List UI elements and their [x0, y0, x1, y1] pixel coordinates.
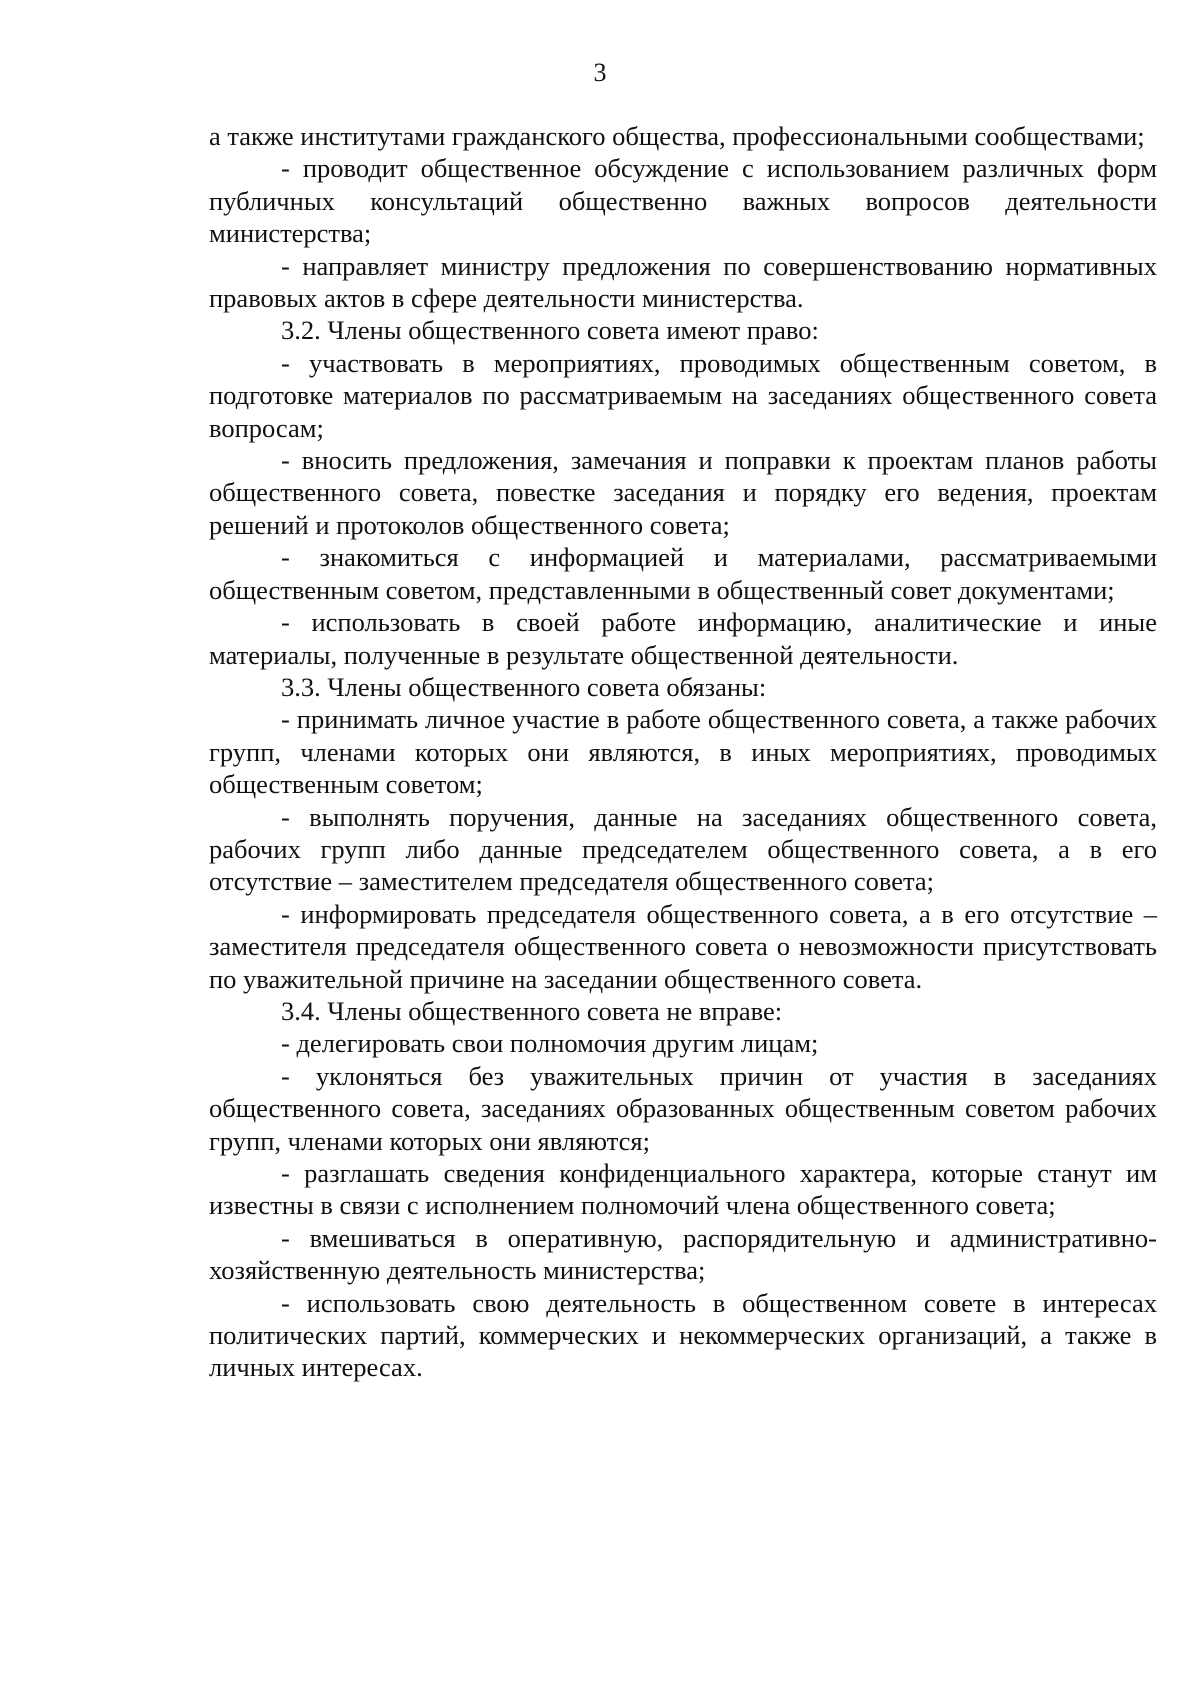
section-heading-3-3: 3.3. Члены общественного совета обязаны:: [281, 671, 767, 702]
list-item: - участвовать в мероприятиях, проводимых общественным советом, в подготовке материалов по рассматриваемым на заседаниях общественного совета вопросам;: [209, 347, 1157, 443]
document-body: [209, 120, 1157, 1384]
list-item: - направляет министру предложения по совершенствованию нормативных правовых актов в сфере деятельности министерства.: [209, 250, 1157, 314]
list-item: - знакомиться с информацией и материалами, рассматриваемыми общественным советом, представленными в общественный совет документами;: [209, 542, 1157, 605]
section-heading-3-4: 3.4. Члены общественного совета не вправе:: [281, 995, 783, 1026]
list-item: - разглашать сведения конфиденциального характера, которые станут им известны в связи с исполнением полномочий члена общественного совета;: [209, 1158, 1157, 1221]
list-item: - использовать свою деятельность в общественном совете в интересах политических партий, коммерческих и некоммерческих организаций, а также в личных интересах.: [209, 1287, 1157, 1383]
section-heading-3-2: 3.2. Члены общественного совета имеют право:: [281, 315, 819, 346]
list-item: - выполнять поручения, данные на заседаниях общественного совета, рабочих групп либо данные председателем общественного совета, а в его отсутствие – заместителем председателя общественного совета;: [209, 801, 1157, 897]
list-item: - уклоняться без уважительных причин от участия в заседаниях общественного совета, заседаниях образованных общественным советом рабочих групп, членами которых они являются;: [209, 1060, 1157, 1156]
list-item: - проводит общественное обсуждение с использованием различных форм публичных консультаций общественно важных вопросов деятельности министерства;: [209, 153, 1157, 249]
paragraph-continuation: а также институтами гражданского общества, профессиональными сообществами;: [209, 121, 1145, 151]
page-number: 3: [593, 58, 607, 87]
list-item: - вмешиваться в оперативную, распорядительную и административно-хозяйственную деятельность министерства;: [209, 1222, 1157, 1286]
list-item: - использовать в своей работе информацию, аналитические и иные материалы, полученные в результате общественной деятельности.: [209, 607, 1157, 670]
list-item: - делегировать свои полномочия другим лицам;: [281, 1028, 819, 1059]
list-item: - информировать председателя общественного совета, а в его отсутствие – заместителя председателя общественного совета о невозможности присутствовать по уважительной причине на заседании общественного совета.: [209, 898, 1157, 994]
list-item: - принимать личное участие в работе общественного совета, а также рабочих групп, членами которых они являются, в иных мероприятиях, проводимых общественным советом;: [209, 704, 1157, 800]
list-item: - вносить предложения, замечания и поправки к проектам планов работы общественного совета, повестке заседания и порядку его ведения, проектам решений и протоколов общественного совета;: [209, 445, 1157, 540]
